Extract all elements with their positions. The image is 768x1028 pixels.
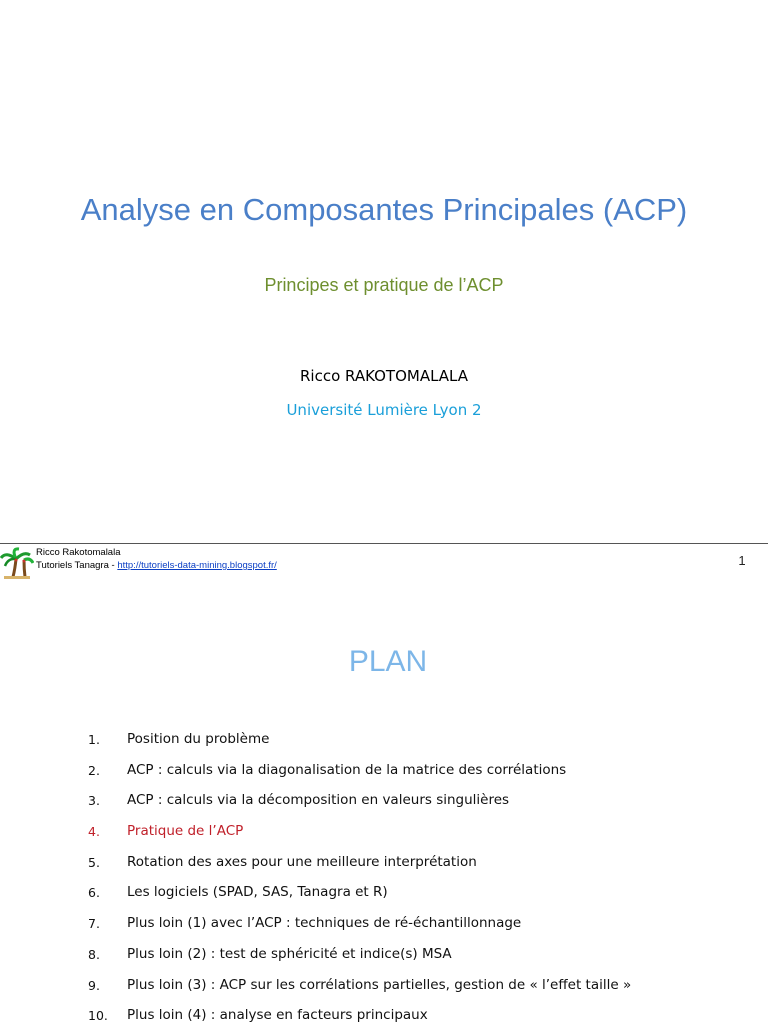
- plan-item: [0, 1004, 768, 1028]
- plan-item: [0, 912, 768, 936]
- plan-item-number: 9.: [88, 978, 100, 993]
- plan-item-text: Les logiciels (SPAD, SAS, Tanagra et R): [127, 884, 388, 900]
- plan-item-text: Plus loin (1) avec l’ACP : techniques de ré-échantillonnage: [127, 915, 522, 931]
- plan-item: [0, 789, 768, 813]
- plan-item-text: Plus loin (3) : ACP sur les corrélations partielles, gestion de « l’effet taille »: [127, 977, 632, 993]
- plan-title: PLAN: [348, 645, 428, 678]
- plan-item-number: 2.: [88, 763, 100, 778]
- slide-subtitle: Principes et pratique de l’ACP: [264, 275, 504, 295]
- plan-item-number: 4.: [88, 824, 100, 839]
- plan-item-number: 10.: [88, 1008, 108, 1023]
- author-name: Ricco RAKOTOMALALA: [299, 367, 469, 385]
- plan-item-number: 1.: [88, 732, 100, 747]
- plan-item-number: 7.: [88, 916, 100, 931]
- plan-item: [0, 851, 768, 875]
- plan-item-number: 8.: [88, 947, 100, 962]
- plan-item: [0, 974, 768, 998]
- footer-link[interactable]: http://tutoriels-data-mining.blogspot.fr/: [117, 560, 277, 571]
- plan-item: [0, 943, 768, 967]
- page-number: 1: [738, 553, 746, 568]
- plan-item-active: [0, 820, 768, 844]
- plan-item-text: ACP : calculs via la diagonalisation de la matrice des corrélations: [127, 762, 567, 778]
- plan-item-text: Position du problème: [127, 731, 270, 747]
- slide-title: Analyse en Composantes Principales (ACP): [80, 192, 688, 227]
- plan-item-text: Plus loin (4) : analyse en facteurs principaux: [127, 1007, 428, 1023]
- university-name: Université Lumière Lyon 2: [286, 401, 482, 419]
- plan-item: [0, 881, 768, 905]
- plan-item-text: Rotation des axes pour une meilleure interprétation: [127, 854, 477, 870]
- footer-divider: [0, 543, 768, 544]
- plan-item-number: 6.: [88, 885, 100, 900]
- plan-item-number: 5.: [88, 855, 100, 870]
- plan-item-number: 3.: [88, 793, 100, 808]
- plan-item-text: ACP : calculs via la décomposition en valeurs singulières: [127, 792, 510, 808]
- plan-item: [0, 759, 768, 783]
- plan-item-text: Plus loin (2) : test de sphéricité et indice(s) MSA: [127, 946, 452, 962]
- footer-tutorial-prefix: Tutoriels Tanagra -: [36, 560, 118, 571]
- plan-item: [0, 728, 768, 752]
- footer-author: Ricco Rakotomalala: [36, 547, 121, 558]
- plan-item-text: Pratique de l’ACP: [127, 823, 244, 839]
